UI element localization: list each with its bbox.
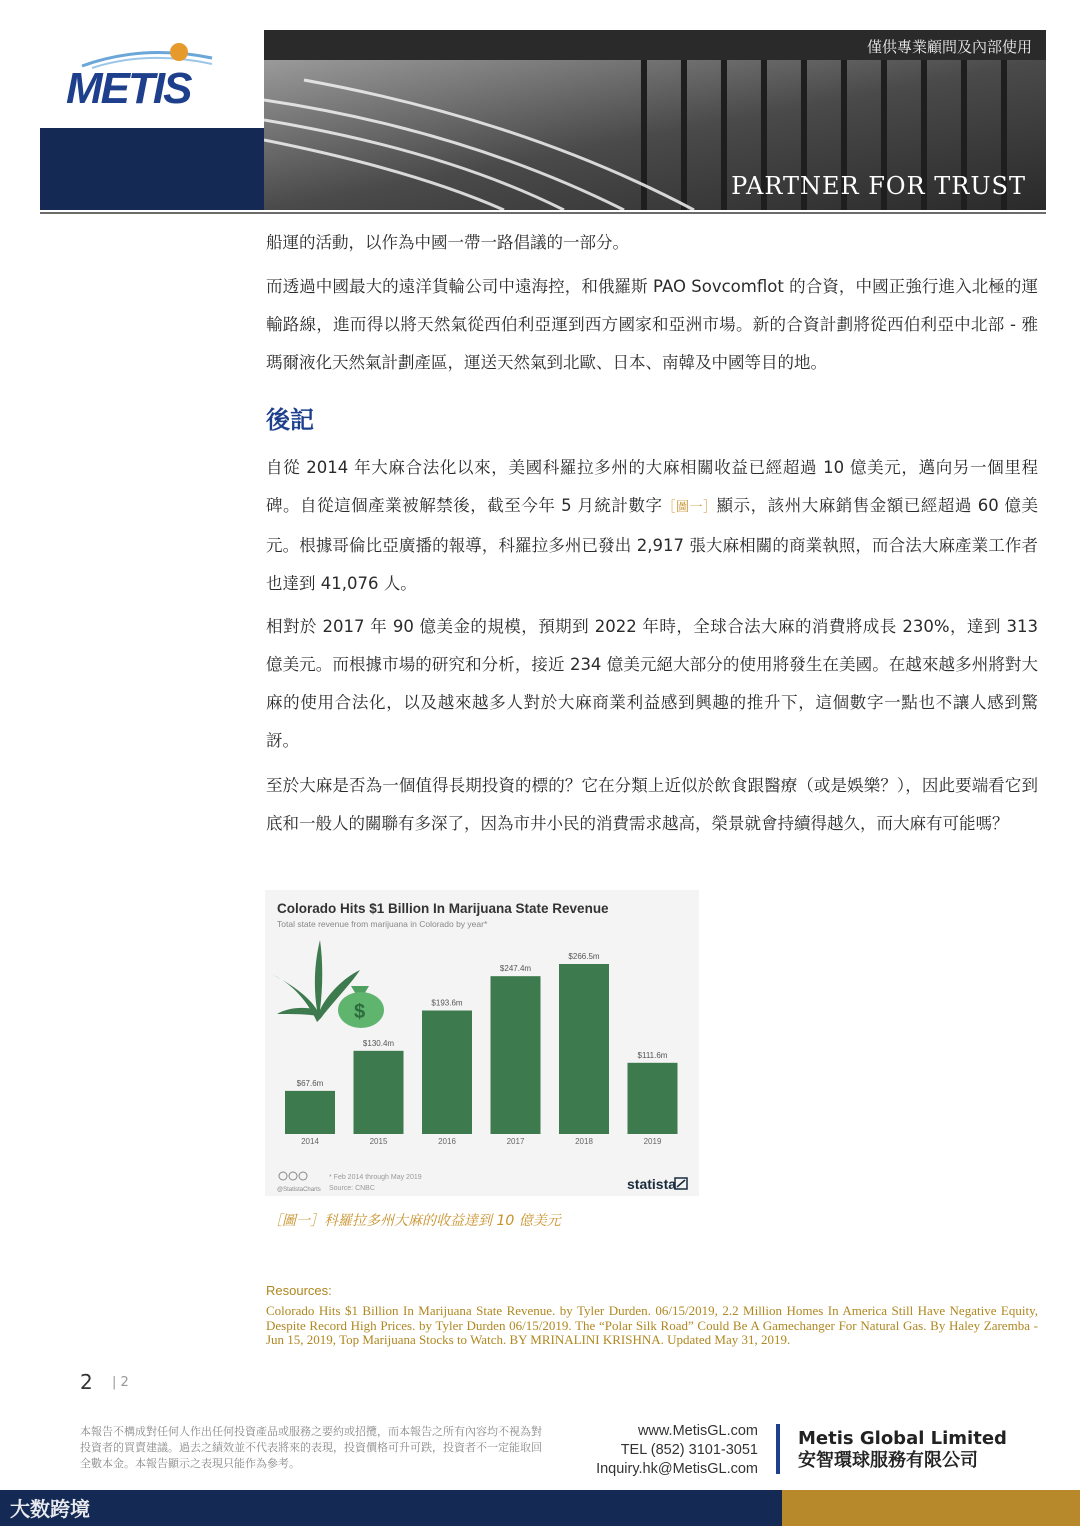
watermark: 大数跨境 — [10, 1497, 90, 1521]
paragraph-3-part-a: 自從 2014 年大麻合法化以來，美國科羅拉多州的大麻相關收益已經超過 10 億美元，邁向另一個里程碑。自從這個產業被解禁後，截至今年 5 月統計數字 — [266, 458, 1038, 515]
x-tick-label: 2014 — [301, 1137, 319, 1146]
resources-heading: Resources: — [266, 1283, 332, 1298]
bar-2016 — [422, 1011, 472, 1134]
bar-2015 — [354, 1051, 404, 1134]
x-tick-label: 2016 — [438, 1137, 456, 1146]
x-tick-label: 2017 — [506, 1137, 525, 1146]
statista-logo: statista — [627, 1176, 677, 1192]
bar-value-label: $193.6m — [431, 998, 463, 1008]
chart-credit: @StatistaCharts — [277, 1187, 321, 1193]
paragraph-2: 而透過中國最大的遠洋貨輪公司中遠海控，和俄羅斯 PAO Sovcomflot 的合資，中國正強行進入北極的運輸路線，進而得以將天然氣從西伯利亞運到西方國家和亞洲市場。新的合資計劃將從西伯利亞中北部 - 雅瑪爾液化天然氣計劃產區，運送天然氣到北歐、日本、南韓及中國等目的地。 — [266, 277, 1038, 372]
figure-reference[interactable]: ［圖一］ — [662, 500, 717, 515]
bar-value-label: $130.4m — [362, 1038, 395, 1048]
paragraph-1: 船運的活動，以作為中國一帶一路倡議的一部分。 — [266, 233, 629, 252]
email-link[interactable]: Inquiry.hk@MetisGL.com — [596, 1461, 758, 1477]
bar-2014 — [285, 1091, 335, 1134]
page-number: 2 — [80, 1370, 93, 1394]
bottom-gold-bar — [782, 1490, 1080, 1526]
revenue-chart — [265, 890, 699, 1196]
chart-svg — [265, 890, 699, 1196]
statista-mark-icon — [675, 1178, 687, 1189]
statista-credit — [277, 1172, 321, 1193]
bar-value-label: $67.6m — [296, 1078, 324, 1088]
bar-2017 — [491, 976, 541, 1134]
paragraph-5: 至於大麻是否為一個值得長期投資的標的？它在分類上近似於飲食跟醫療（或是娛樂？），因此要端看它到底和一般人的關聯有多深了，因為市井小民的消費需求越高，榮景就會持續得越久，而大麻有可能嗎？ — [266, 776, 1038, 833]
bar-value-label: $111.6m — [637, 1050, 668, 1060]
website-link[interactable]: www.MetisGL.com — [637, 1423, 758, 1439]
chart-title: Colorado Hits $1 Billion In Marijuana State Revenue — [277, 901, 609, 916]
phone-number: TEL (852) 3101-3051 — [620, 1442, 758, 1458]
company-block — [798, 1428, 1007, 1472]
footer-divider — [776, 1424, 780, 1474]
resources-text: Colorado Hits $1 Billion In Marijuana State Revenue. by Tyler Durden. 06/15/2019, 2.2 Million Homes In America Still Have Negative Equity, Despite Record High Prices. by Tyler Durden 06/15/2019. The “Polar Silk Road” Could Be A Gamechanger For Natural Gas. By Haley Zaremba - Jun 15, 2019, Top Marijuana Stocks to Watch. BY MRINALINI KRISHNA. Updated May 31, 2019. — [266, 1303, 1038, 1347]
page-total: | 2 — [112, 1375, 129, 1390]
bottom-navy-bar — [0, 1490, 782, 1526]
x-tick-label: 2015 — [369, 1137, 388, 1146]
x-tick-label: 2019 — [643, 1137, 662, 1146]
header-rule — [40, 212, 1046, 214]
logo-text: METIS — [66, 64, 191, 113]
company-name-en: Metis Global Limited — [798, 1428, 1007, 1449]
bar-value-label: $266.5m — [568, 952, 600, 961]
figure-caption: ［圖一］科羅拉多州大麻的收益達到 10 億美元 — [268, 1213, 561, 1229]
x-tick-label: 2018 — [575, 1137, 593, 1146]
banner-top-strip — [264, 30, 1046, 60]
company-name-zh: 安智環球服務有限公司 — [798, 1450, 978, 1471]
bar-value-label: $247.4m — [499, 964, 532, 974]
bar-2018 — [559, 964, 609, 1134]
paragraph-4: 相對於 2017 年 90 億美金的規模，預期到 2022 年時，全球合法大麻的消費將成長 230%，達到 313 億美元。而根據市場的研究和分析，接近 234 億美元絕大部分的使用將發生在美國。在越來越多州將對大麻的使用合法化，以及越來越多人對於大麻商業利益感到興趣的推升下，這個數字一點也不讓人感到驚訝。 — [266, 617, 1038, 750]
chart-footnote: * Feb 2014 through May 2019 — [329, 1174, 422, 1181]
chart-subtitle: Total state revenue from marijuana in Colorado by year* — [277, 919, 488, 929]
section-title: 後記 — [266, 406, 314, 434]
contact-block — [560, 1422, 758, 1479]
header-banner — [264, 30, 1046, 210]
tagline: PARTNER FOR TRUST — [731, 172, 1026, 200]
money-bag-icon — [338, 986, 384, 1028]
svg-text:$: $ — [354, 1001, 366, 1023]
internal-use-label: 僅供專業顧問及內部使用 — [866, 38, 1032, 56]
metis-logo — [62, 40, 227, 112]
chart-source: Source: CNBC — [329, 1185, 375, 1192]
paragraph-3-part-b: 顯示，該州大麻銷售金額已經超過 60 億美元。根據哥倫比亞廣播的報導，科羅拉多州已發出 2,917 張大麻相關的商業執照，而合法大麻產業工作者也達到 41,076 人。 — [266, 496, 1038, 593]
disclaimer: 本報告不構成對任何人作出任何投資產品或服務之要約或招攬，而本報告之所有內容均不視為對投資者的買賣建議。過去之績效並不代表將來的表現，投資價格可升可跌，投資者不一定能取回全數本金。本報告顯示之表現只能作為參考。 — [80, 1425, 542, 1470]
bar-2019 — [628, 1063, 678, 1134]
paragraph-3 — [266, 449, 1038, 603]
